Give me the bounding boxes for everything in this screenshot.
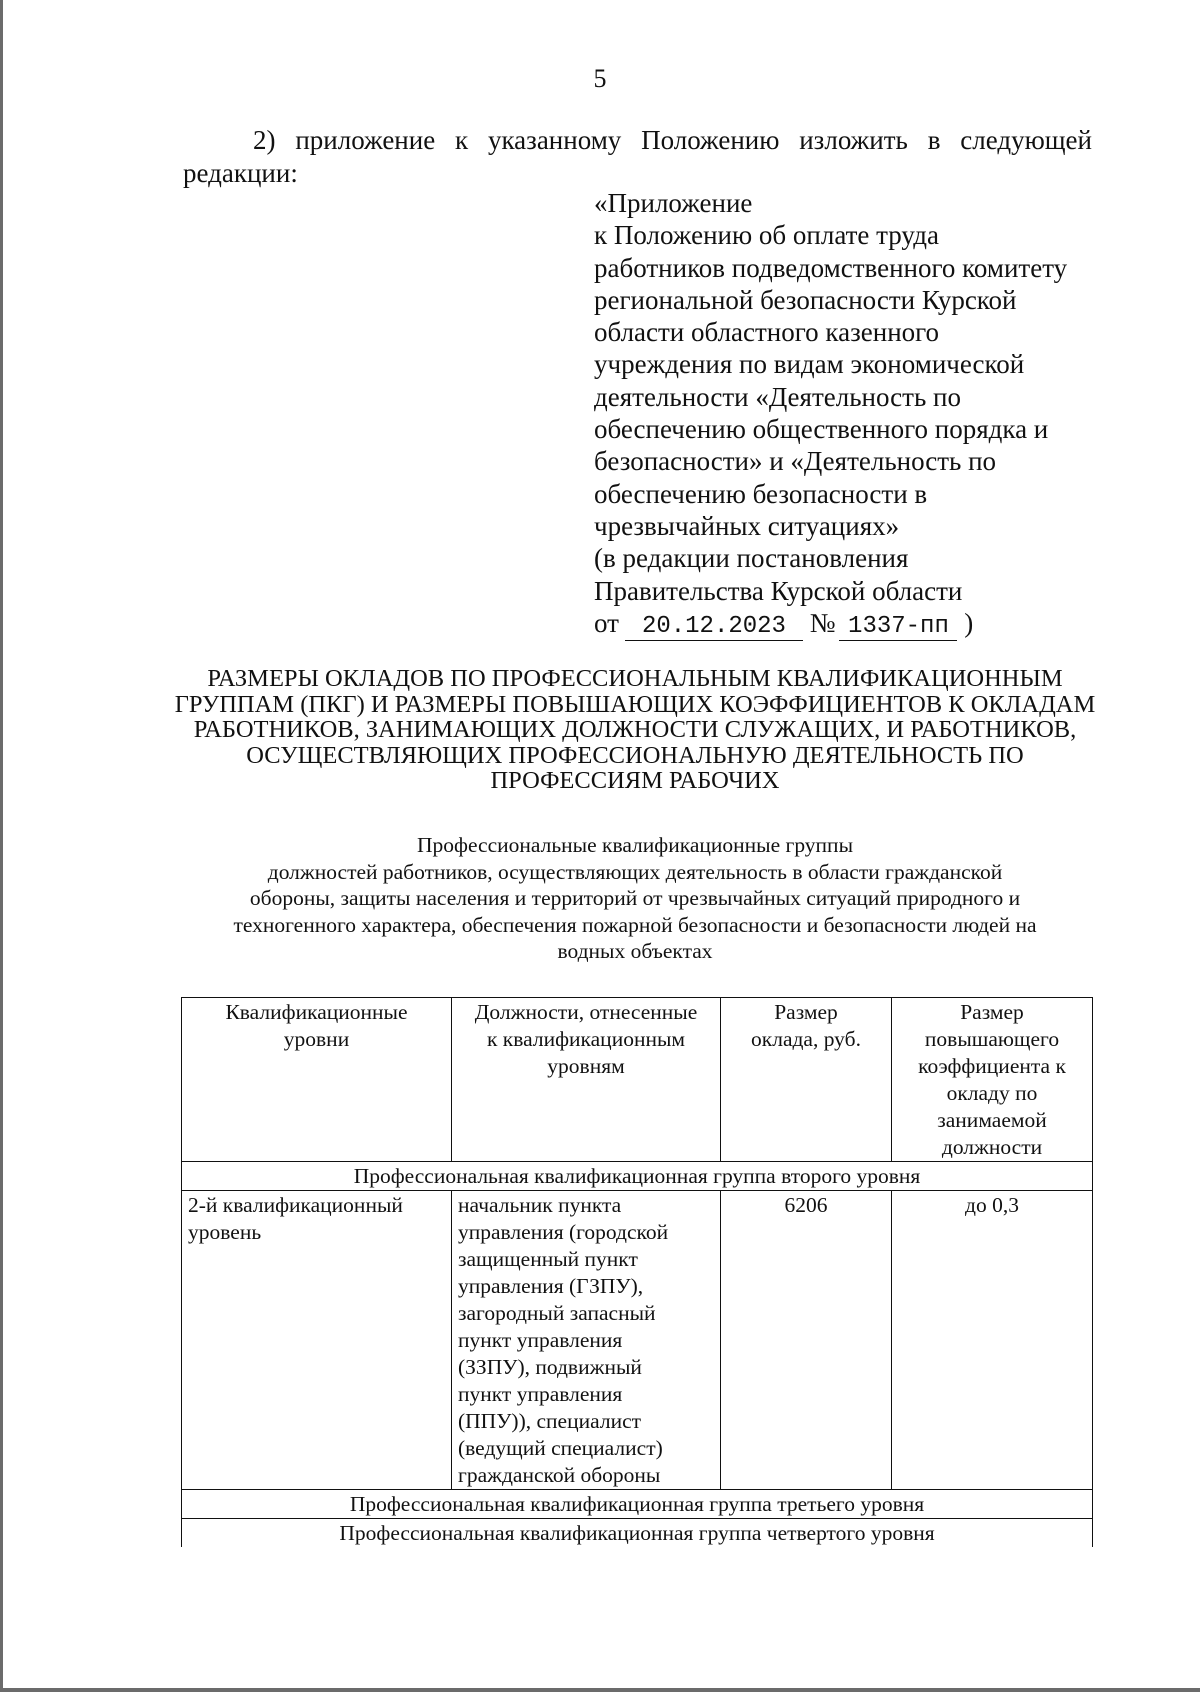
appendix-line: обеспечению безопасности в (594, 478, 928, 509)
header-positions: Должности, отнесенные к квалификационным уровням (452, 998, 721, 1162)
subheading-line: Профессиональные квалификационные группы (416, 833, 854, 857)
header-level: Квалификационные уровни (182, 998, 452, 1162)
scan-left-edge (0, 0, 3, 1692)
cell-level: 2-й квалификационный уровень (182, 1191, 452, 1490)
table-subheading (170, 832, 1100, 965)
appendix-block (594, 187, 1094, 641)
cell-coefficient: до 0,3 (892, 1191, 1093, 1490)
appendix-line: «Приложение (594, 188, 753, 218)
appendix-line: учреждения по видам экономической (594, 349, 1025, 380)
cell-positions: начальник пункта управления (городской защищенный пункт управления (ГЗПУ), загородный запасный пункт управления (ЗЗПУ), подвижный пункт управления (ППУ)), специалист (ведущий специалист) гражданской обороны (452, 1191, 721, 1490)
subheading-line: техногенного характера, обеспечения пожарной безопасности и безопасности людей на (233, 912, 1037, 937)
appendix-date-line (594, 607, 1094, 641)
heading-line: РАБОТНИКОВ, ЗАНИМАЮЩИХ ДОЛЖНОСТИ СЛУЖАЩИХ, И РАБОТНИКОВ, (193, 716, 1077, 743)
subheading-line: водных объектах (557, 939, 713, 963)
table-header-row (182, 998, 1093, 1162)
heading-line: ОСУЩЕСТВЛЯЮЩИХ ПРОФЕССИОНАЛЬНУЮ ДЕЯТЕЛЬНОСТЬ ПО (246, 741, 1024, 769)
table-row (182, 1191, 1093, 1490)
heading-line: РАЗМЕРЫ ОКЛАДОВ ПО ПРОФЕССИОНАЛЬНЫМ КВАЛИФИКАЦИОННЫМ (207, 665, 1063, 692)
cell-salary: 6206 (721, 1191, 892, 1490)
appendix-line: к Положению об оплате труда (594, 220, 939, 251)
appendix-line: региональной безопасности Курской (594, 284, 1017, 315)
table-group-row (182, 1519, 1093, 1548)
decree-number: 1337-пп (839, 615, 957, 641)
header-coefficient: Размер повышающего коэффициента к окладу по занимаемой должности (892, 998, 1093, 1162)
subheading-line: должностей работников, осуществляющих деятельность в области гражданской (267, 859, 1003, 884)
decree-date: 20.12.2023 (625, 615, 803, 641)
intro-paragraph: 2) приложение к указанному Положению изложить в следующей редакции: (183, 125, 1092, 188)
closing-paren: ) (964, 607, 974, 638)
subheading-line: обороны, защиты населения и территорий от чрезвычайных ситуаций природного и (249, 886, 1021, 910)
page-number: 5 (593, 64, 607, 93)
from-label: от (594, 607, 619, 638)
appendix-line: (в редакции постановления (594, 543, 909, 574)
scan-bottom-edge (0, 1688, 1200, 1692)
appendix-line: деятельности «Деятельность по (594, 381, 961, 412)
group-second-level: Профессиональная квалификационная группа второго уровня (182, 1162, 1093, 1191)
appendix-line: безопасности» и «Деятельность по (594, 446, 997, 477)
group-fourth-level: Профессиональная квалификационная группа четвертого уровня (182, 1519, 1093, 1548)
document-heading (170, 666, 1100, 794)
group-third-level: Профессиональная квалификационная группа третьего уровня (182, 1490, 1093, 1519)
number-label: № (809, 607, 836, 638)
table-group-row (182, 1490, 1093, 1519)
table-group-row (182, 1162, 1093, 1191)
appendix-line: работников подведомственного комитету (594, 252, 1068, 283)
heading-line: ГРУППАМ (ПКГ) И РАЗМЕРЫ ПОВЫШАЮЩИХ КОЭФФИЦИЕНТОВ К ОКЛАДАМ (174, 690, 1096, 718)
appendix-line: обеспечению общественного порядка и (594, 414, 1049, 445)
salary-table (181, 997, 1093, 1547)
appendix-line: области областного казенного (594, 317, 940, 348)
heading-line: ПРОФЕССИЯМ РАБОЧИХ (490, 767, 780, 794)
header-salary: Размер оклада, руб. (721, 998, 892, 1162)
appendix-line: чрезвычайных ситуациях» (594, 510, 900, 541)
appendix-line: Правительства Курской области (594, 575, 963, 606)
